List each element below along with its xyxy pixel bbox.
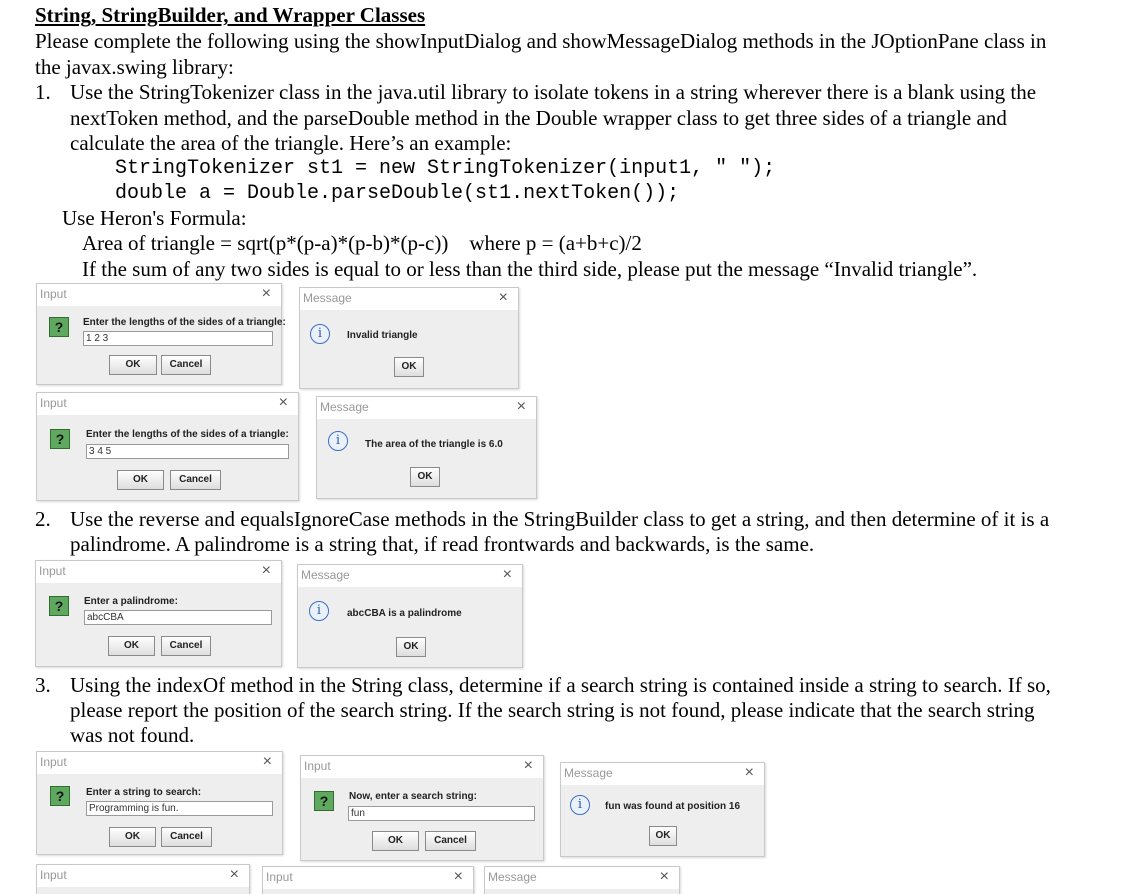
cancel-button[interactable]: Cancel: [161, 636, 211, 656]
ok-button[interactable]: OK: [394, 357, 424, 377]
ok-button[interactable]: OK: [372, 831, 419, 851]
close-icon[interactable]: ×: [278, 394, 288, 411]
item-3-line: Using the indexOf method in the String class, determine if a search string is contained inside a string to search. If so,: [70, 673, 1051, 697]
dialog-prompt: Enter the lengths of the sides of a triangle:: [86, 429, 289, 440]
item-number: 2.: [35, 507, 51, 531]
message-dialog: [299, 287, 519, 389]
item-1-line: Use the StringTokenizer class in the java.util library to isolate tokens in a string wherever there is a blank using the: [70, 80, 1037, 104]
dialog-title: Input: [40, 287, 67, 301]
dialog-title: Input: [40, 755, 67, 769]
message-text: The area of the triangle is 6.0: [365, 439, 503, 450]
title-bar: [37, 865, 249, 887]
item-2-line: palindrome. A palindrome is a string that, if read frontwards and backwards, is the same.: [70, 532, 815, 556]
input-field[interactable]: abcCBA: [84, 610, 272, 625]
dialog-title: Message: [564, 766, 613, 780]
dialog-prompt: Now, enter a search string:: [349, 791, 477, 802]
dialog-title: Input: [39, 564, 66, 578]
ok-button[interactable]: OK: [109, 355, 157, 375]
title-bar: [37, 284, 281, 306]
cancel-button[interactable]: Cancel: [161, 355, 211, 375]
input-field[interactable]: 3 4 5: [86, 444, 289, 459]
close-icon[interactable]: ×: [523, 757, 533, 774]
input-dialog-partial: [262, 866, 474, 894]
ok-button[interactable]: OK: [410, 467, 440, 487]
question-icon: ?: [49, 596, 69, 616]
document-title: String, StringBuilder, and Wrapper Classes: [35, 3, 426, 27]
close-icon[interactable]: ×: [262, 753, 272, 770]
message-dialog: [560, 762, 765, 857]
info-icon: i: [310, 324, 330, 344]
message-dialog: [316, 396, 537, 499]
input-dialog: [36, 392, 299, 501]
item-number: 3.: [35, 673, 51, 697]
ok-button[interactable]: OK: [396, 637, 426, 657]
item-number: 1.: [35, 80, 51, 104]
title-bar: [37, 752, 282, 774]
dialog-title: Input: [304, 759, 331, 773]
item-2-line: Use the reverse and equalsIgnoreCase methods in the StringBuilder class to get a string, and then determine of it is a: [70, 507, 1050, 531]
input-field[interactable]: Programming is fun.: [86, 801, 273, 816]
dialog-title: Input: [40, 868, 67, 882]
close-icon[interactable]: ×: [229, 866, 239, 883]
question-icon: ?: [49, 317, 69, 337]
item-1-line: nextToken method, and the parseDouble method in the Double wrapper class to get three sides of a triangle and: [70, 106, 1007, 130]
ok-button[interactable]: OK: [649, 826, 677, 846]
close-icon[interactable]: ×: [261, 562, 271, 579]
title-bar: [301, 756, 543, 778]
input-dialog: [36, 751, 283, 855]
code-line: double a = Double.parseDouble(st1.nextToken());: [115, 182, 680, 205]
input-field[interactable]: 1 2 3: [83, 331, 273, 346]
heron-formula: Area of triangle = sqrt(p*(p-a)*(p-b)*(p-c)) where p = (a+b+c)/2: [82, 231, 642, 255]
dialog-title: Input: [40, 396, 67, 410]
question-icon: ?: [314, 791, 334, 811]
dialog-prompt: Enter the lengths of the sides of a triangle:: [83, 317, 286, 328]
dialog-title: Message: [301, 568, 350, 582]
info-icon: i: [328, 431, 348, 451]
cancel-button[interactable]: Cancel: [161, 827, 212, 847]
ok-button[interactable]: OK: [109, 827, 156, 847]
message-text: fun was found at position 16: [605, 801, 740, 812]
message-text: Invalid triangle: [347, 330, 418, 341]
code-line: StringTokenizer st1 = new StringTokenizer(input1, " ");: [115, 157, 776, 180]
title-bar: [263, 867, 473, 889]
dialog-prompt: Enter a palindrome:: [84, 596, 178, 607]
ok-button[interactable]: OK: [117, 470, 164, 490]
close-icon[interactable]: ×: [261, 285, 271, 302]
item-3-line: was not found.: [70, 723, 195, 747]
close-icon[interactable]: ×: [744, 764, 754, 781]
dialog-title: Message: [320, 400, 369, 414]
intro-line: the javax.swing library:: [35, 55, 234, 79]
title-bar: [36, 561, 281, 583]
question-icon: ?: [50, 429, 70, 449]
close-icon[interactable]: ×: [659, 868, 669, 885]
message-dialog: [297, 564, 523, 668]
input-dialog: [35, 560, 282, 667]
close-icon[interactable]: ×: [453, 868, 463, 885]
dialog-title: Message: [303, 291, 352, 305]
info-icon: i: [309, 601, 329, 621]
dialog-prompt: Enter a string to search:: [86, 787, 202, 798]
question-icon: ?: [50, 786, 70, 806]
dialog-title: Message: [488, 870, 537, 884]
item-1-line: calculate the area of the triangle. Here’s an example:: [70, 131, 512, 155]
cancel-button[interactable]: Cancel: [425, 831, 476, 851]
message-text: abcCBA is a palindrome: [347, 608, 462, 619]
close-icon[interactable]: ×: [516, 398, 526, 415]
ok-button[interactable]: OK: [108, 636, 155, 656]
info-icon: i: [570, 795, 590, 815]
input-dialog-partial: [36, 864, 250, 894]
heron-label: Use Heron's Formula:: [62, 206, 247, 230]
input-dialog: [300, 755, 544, 861]
close-icon[interactable]: ×: [502, 566, 512, 583]
input-dialog: [36, 283, 286, 385]
message-dialog-partial: [484, 866, 680, 894]
close-icon[interactable]: ×: [498, 289, 508, 306]
input-field[interactable]: fun: [348, 806, 535, 821]
intro-line: Please complete the following using the showInputDialog and showMessageDialog methods in the JOptionPane class in: [35, 29, 1047, 53]
item-3-line: please report the position of the search string. If the search string is not found, please indicate that the search string: [70, 698, 1035, 722]
title-bar: [37, 393, 298, 415]
cancel-button[interactable]: Cancel: [170, 470, 221, 490]
dialog-title: Input: [266, 870, 293, 884]
heron-note: If the sum of any two sides is equal to or less than the third side, please put the message “Invalid triangle”.: [82, 257, 978, 281]
